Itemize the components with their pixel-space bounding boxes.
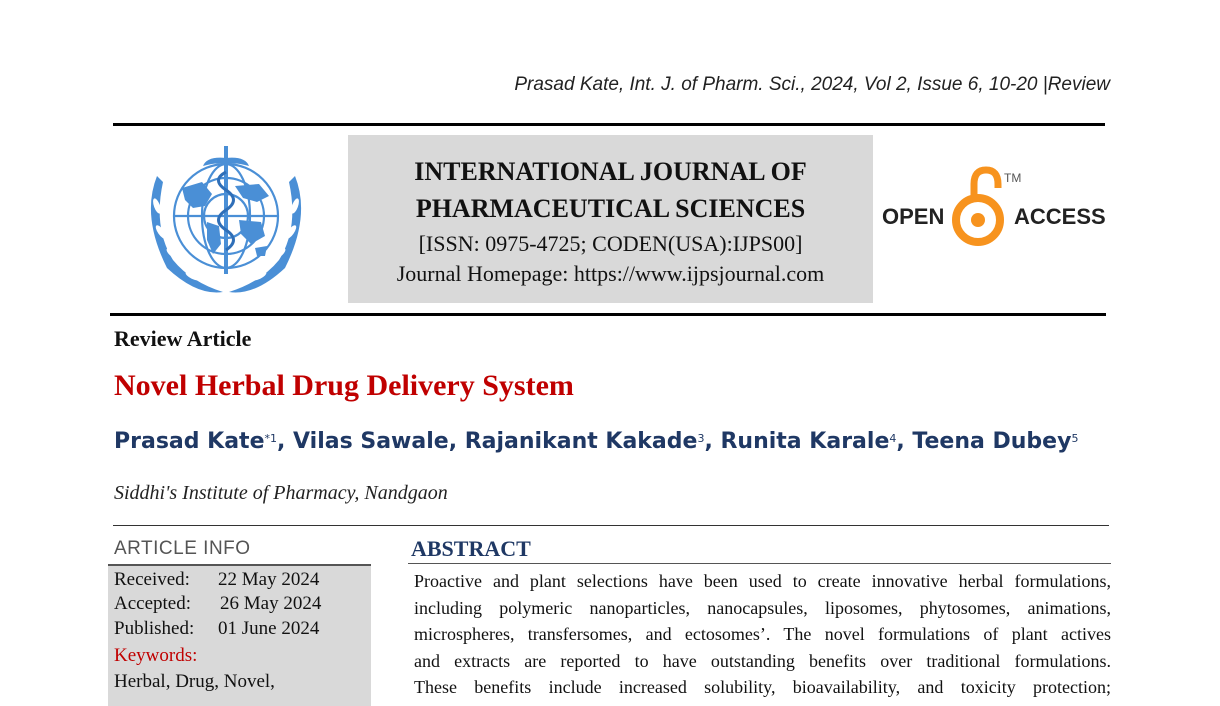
article-title: Novel Herbal Drug Delivery System [114, 369, 574, 402]
keywords-value: Herbal, Drug, Novel, [114, 671, 275, 692]
abstract-line: These benefits include increased solubility, bioavailability, and toxicity protection; [414, 677, 1111, 697]
abstract-heading: ABSTRACT [411, 536, 531, 561]
accepted-date: 26 May 2024 [220, 593, 322, 614]
article-type: Review Article [114, 326, 252, 351]
article-info-panel [108, 566, 371, 706]
open-access-open-text: OPEN [882, 204, 945, 229]
author-name: Prasad Kate [114, 429, 265, 454]
received-date: 22 May 2024 [218, 569, 320, 590]
author-mark: 5 [1071, 432, 1079, 445]
published-label: Published: [114, 618, 195, 639]
header-rule-bottom [110, 313, 1106, 316]
author-name: Vilas Sawale [293, 429, 449, 454]
article-info-heading: ARTICLE INFO [114, 538, 251, 559]
published-date: 01 June 2024 [218, 618, 320, 639]
journal-banner [348, 135, 873, 303]
keywords-label: Keywords: [114, 645, 198, 666]
author-name: Teena Dubey [912, 429, 1072, 454]
received-row [114, 569, 320, 591]
keywords-label-row [114, 645, 197, 667]
header-rule-top [113, 123, 1105, 126]
author-mark: *1 [264, 432, 277, 445]
abstract-body [414, 568, 1111, 701]
open-access-access-text: ACCESS [1014, 204, 1106, 229]
abstract-underline [408, 563, 1111, 564]
accepted-row [114, 593, 322, 615]
journal-homepage[interactable]: Journal Homepage: https://www.ijpsjournal.com [396, 261, 825, 286]
received-label: Received: [114, 569, 190, 590]
open-lock-shackle-icon [974, 170, 998, 196]
accepted-label: Accepted: [114, 593, 192, 614]
journal-name [348, 153, 873, 227]
section-divider [113, 525, 1109, 526]
open-access-logo [880, 166, 1108, 252]
journal-name-line1: INTERNATIONAL JOURNAL OF [414, 157, 807, 186]
journal-name-line2: PHARMACEUTICAL SCIENCES [415, 194, 806, 223]
published-row [114, 618, 320, 640]
author-list: Prasad Kate$^{*1}$, Vilas Sawale, Rajanikant Kakade$^3$, Runita Karale$^4$, Teena Dubey$^5$ [114, 429, 1079, 454]
author-mark: 3 [697, 432, 705, 445]
abstract-line: Proactive and plant selections have been used to create innovative herbal formulations, [414, 571, 1111, 591]
author-affiliation: Siddhi's Institute of Pharmacy, Nandgaon [114, 482, 448, 504]
author-mark: 4 [889, 432, 897, 445]
journal-emblem-logo [127, 136, 325, 306]
open-access-tm-text: TM [1004, 171, 1022, 185]
abstract-line: microspheres, transfersomes, and ectosomes’. The novel formulations of plant actives [414, 624, 1111, 644]
abstract-line: including polymeric nanoparticles, nanocapsules, liposomes, phytosomes, animations, [414, 597, 1111, 618]
journal-issn: [ISSN: 0975-4725; CODEN(USA):IJPS00] [418, 231, 803, 256]
abstract-line: and extracts are reported to have outstanding benefits over traditional formulations. [414, 650, 1111, 671]
running-head: Prasad Kate, Int. J. of Pharm. Sci., 2024, Vol 2, Issue 6, 10-20 |Review [514, 74, 1110, 95]
author-name: Rajanikant Kakade [464, 429, 698, 454]
author-name: Runita Karale [720, 429, 890, 454]
keywords-value-row [114, 671, 275, 693]
